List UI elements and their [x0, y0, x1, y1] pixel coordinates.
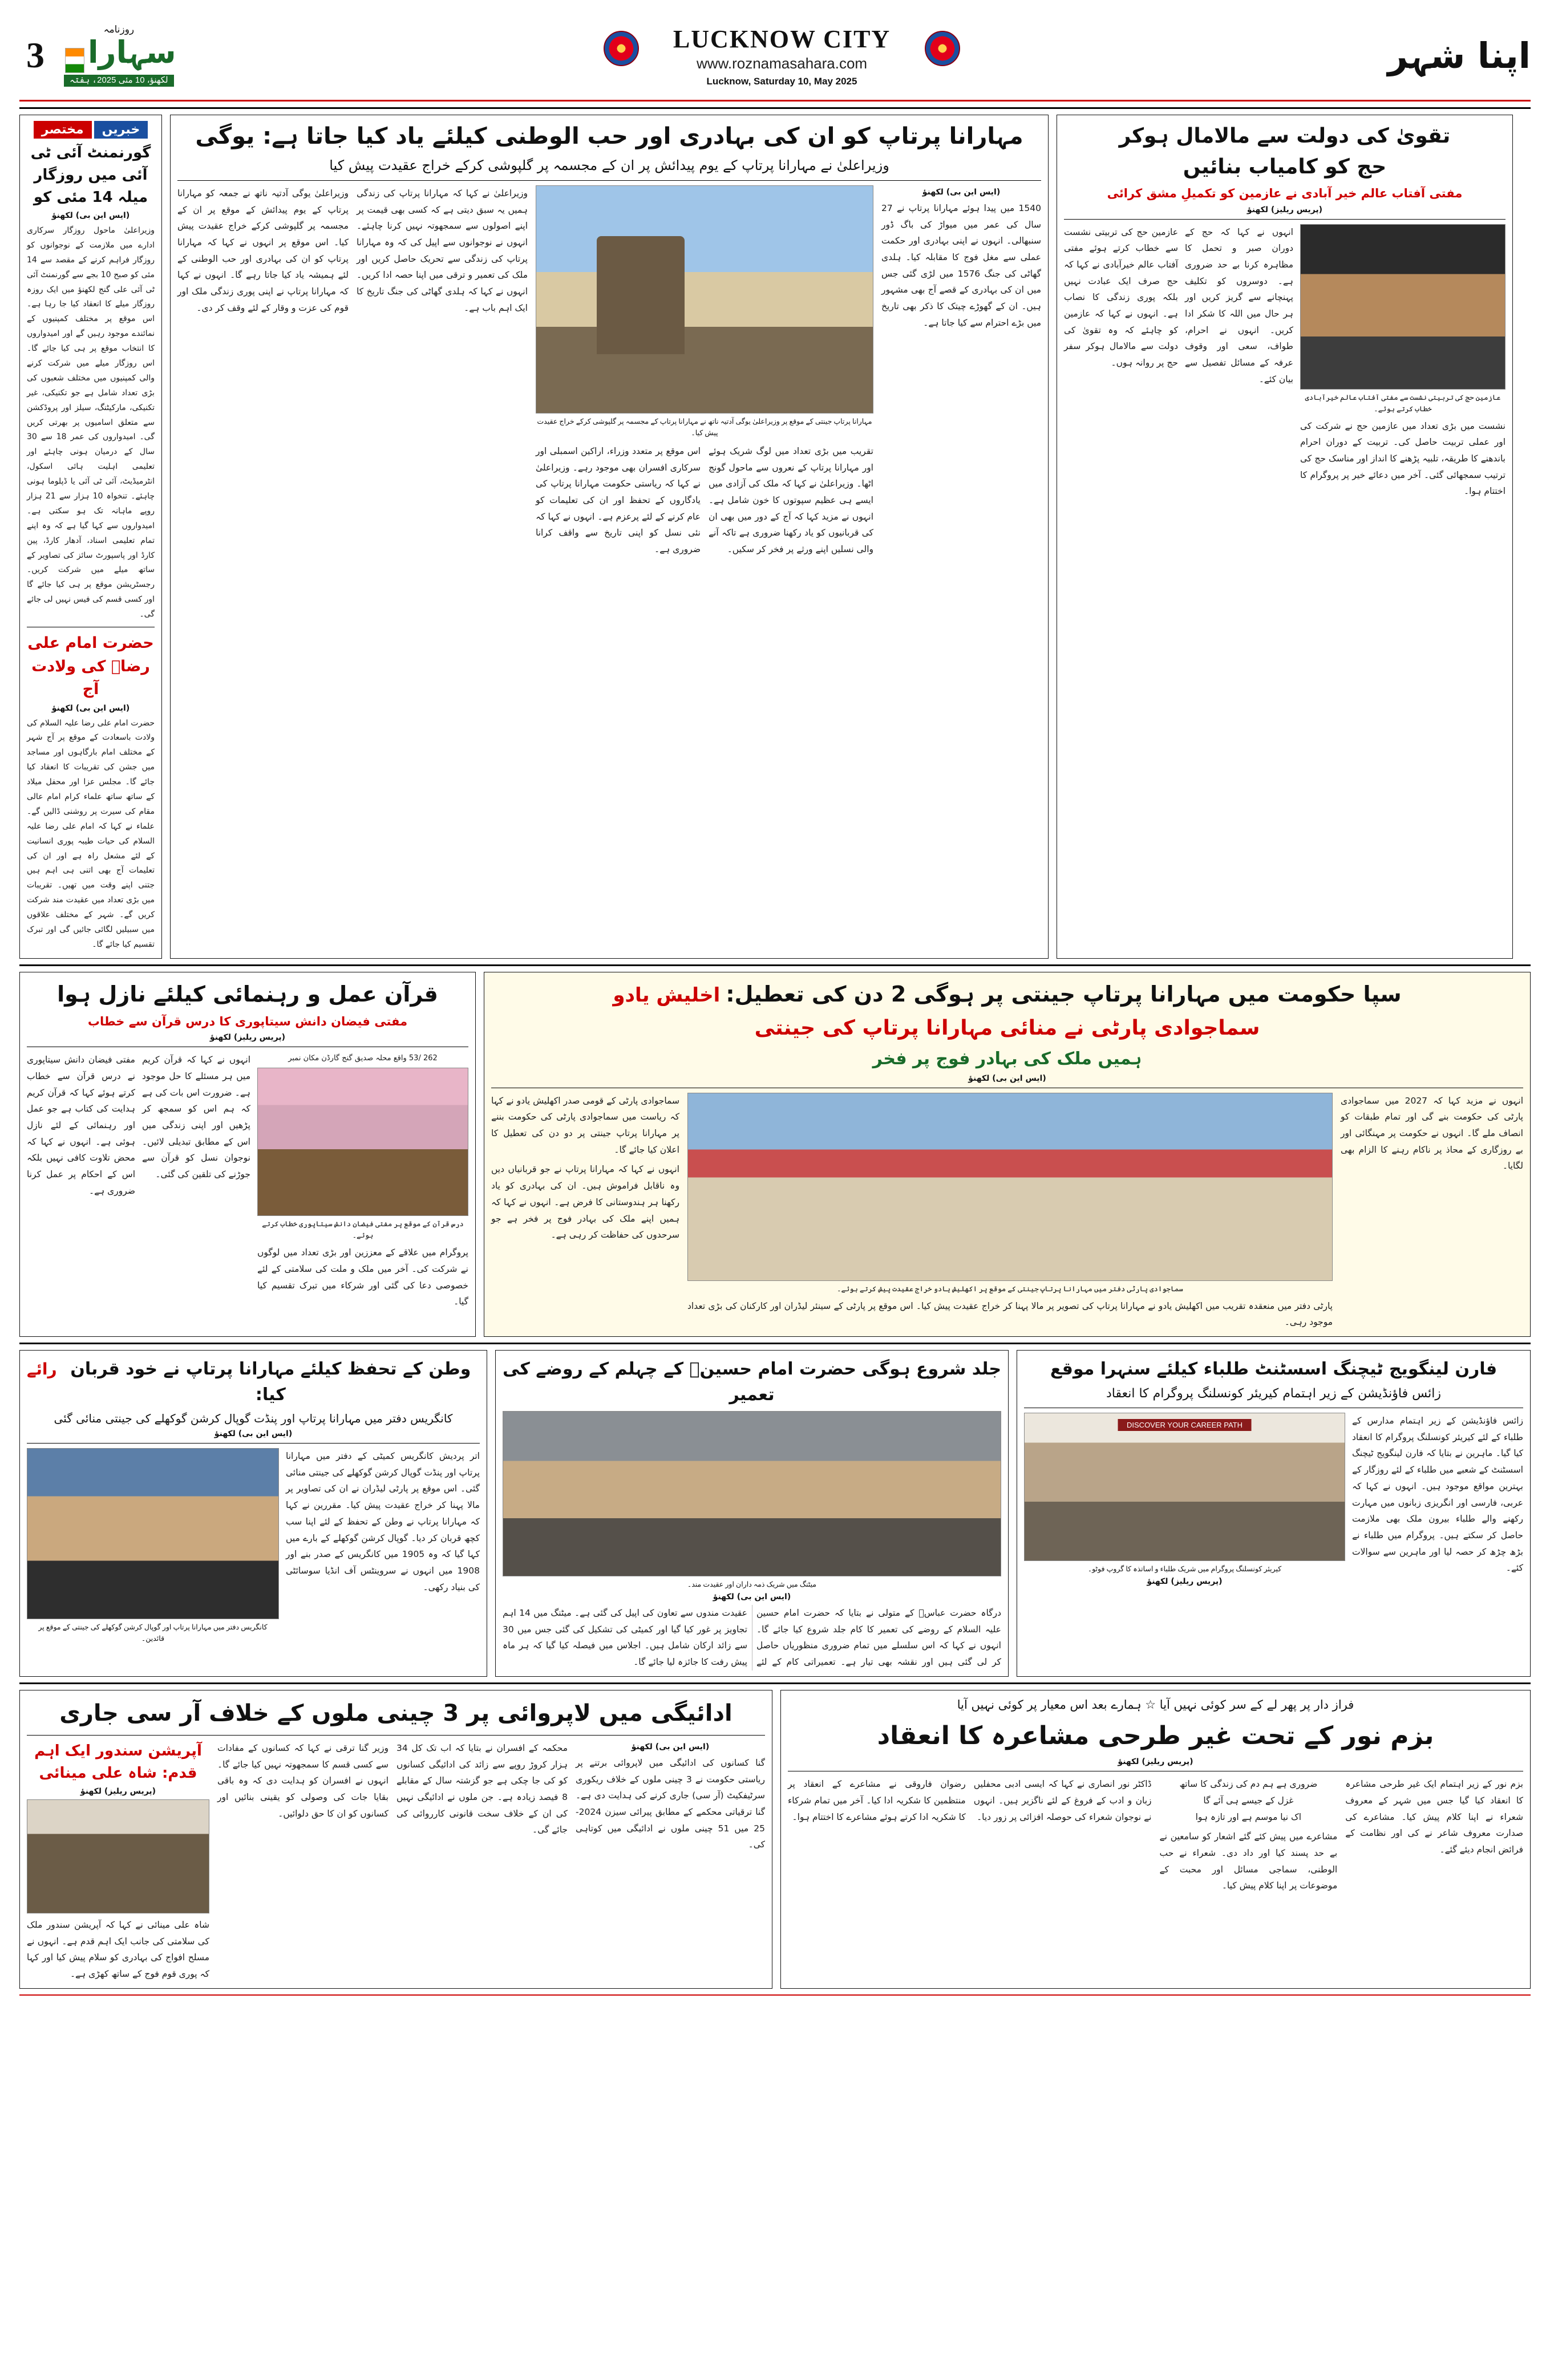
dateline: Lucknow, Saturday 10, May 2025 [706, 75, 857, 87]
sp-headline-3: ہمیں ملک کی بہادر فوج پر فخر [872, 1048, 1142, 1069]
quran-byline: (پریس ریلیز) لکھنؤ [209, 1033, 286, 1043]
hajj-photo [1300, 224, 1506, 390]
career-photo-caption: کیریئر کونسلنگ پروگرام میں شریک طلباء و اساتذہ کا گروپ فوٹو۔ [1087, 1565, 1282, 1574]
lead-subhead: وزیراعلیٰ نے مہارانا پرتاپ کے یوم پیدائش پر ان کے مجسمہ پر گلپوشی کرکے خراج عقیدت پیش کیا [329, 157, 889, 173]
brief-item1-headline: گورنمنٹ آئی ٹی آئی میں روزگار میلہ 14 مئی کو [30, 144, 151, 206]
lead-body-col5: 1540 میں پیدا ہوئے مہارانا پرتاپ نے 27 سال کی عمر میں میواڑ کی باگ ڈور سنبھالی۔ انہوں نے اپنی بہادری اور حکمت عملی سے مغل فوج کا مقابلہ کیا۔ ہلدی گھاٹی کی جنگ 1576 میں لڑی گئی جس میں ان کی بہادری کے قصے آج بھی مشہور ہیں۔ ان کے گھوڑے چیتک کا ذکر بھی تاریخ میں بڑے احترام سے کیا جاتا ہے۔ [881, 203, 1041, 328]
congress-photo [27, 1448, 279, 1619]
mushaira-body-c4: رضوان فاروقی نے مشاعرے کے انعقاد پر منتظمین کا شکریہ ادا کیا۔ آخر میں تمام شرکاء کا شکریہ ادا کرتے ہوئے مشاعرے کا اختتام ہوا۔ [788, 1779, 966, 1822]
brief-item1-byline: (ایس این بی) لکھنؤ [51, 211, 130, 220]
hajj-headline-1: تقویٰ کی دولت سے مالامال ہوکر [1119, 124, 1451, 148]
mushaira-couplet-2: غزل کے جیسے ہی آئے گا [1203, 1795, 1294, 1806]
sugar-body-c4: شاہ علی مینائی نے کہا کہ آپریشن سندور ملک کی سلامتی کی جانب ایک اہم قدم ہے۔ انہوں نے مسلح افواج کی بہادری کو سلام پیش کیا اور کہا کہ پوری قوم فوج کے ساتھ کھڑی ہے۔ [27, 1919, 209, 1979]
rauza-story [495, 1350, 1009, 1677]
masthead [19, 16, 1531, 102]
brief-item2-body: حضرت امام علی رضا علیہ السلام کی ولادت باسعادت کے موقع پر آج شہر کے مختلف امام بارگاہوں اور مساجد میں جشن کی تقریبات کا انعقاد کیا جائے گا۔ مجلس عزا اور محفل میلاد کے ساتھ ساتھ علماء کرام امام عالی مقام کی سیرت پر روشنی ڈالیں گے۔ علماء نے کہا کہ امام علی رضا علیہ السلام کی حیات طیبہ پوری انسانیت کے لئے مشعل راہ ہے اور ان کی تعلیمات آج بھی اتنی ہی اہم ہیں جتنی اپنے وقت میں تھیں۔ تقریبات میں بڑی تعداد میں عقیدت مند شرکت کریں گے۔ شہر کے مختلف علاقوں میں سبیلیں لگائی جائیں گی اور تبرک تقسیم کیا جائے گا۔ [27, 718, 155, 949]
lead-body-col2: وزیراعلیٰ نے کہا کہ مہارانا پرتاپ کی زندگی ہمیں یہ سبق دیتی ہے کہ کسی بھی قیمت پر اپنے اصولوں سے سمجھوتہ نہیں کرنا چاہئے۔ انہوں نے نوجوانوں سے اپیل کی کہ وہ مہارانا پرتاپ کی زندگی سے تحریک حاصل کریں اور ملک کی تعمیر و ترقی میں اپنا حصہ ادا کریں۔ انہوں نے کہا کہ ہلدی گھاٹی کی جنگ تاریخ کا ایک اہم باب ہے۔ [357, 188, 528, 313]
rauza-body: درگاہ حضرت عباسؑ کے متولی نے بتایا کہ حضرت امام حسین علیہ السلام کے روضے کی تعمیر کا کام جلد شروع کیا جائے گا۔ انہوں نے کہا کہ اس سلسلے میں تمام ضروری منظوریاں حاصل کر لی گئی ہیں اور نقشہ بھی تیار ہے۔ تعمیراتی کام کے لئے عقیدت مندوں سے تعاون کی اپیل کی گئی ہے۔ میٹنگ میں 14 اہم تجاویز پر غور کیا گیا اور کمیٹی کی تشکیل کی گئی جس میں 30 سے زائد ارکان شامل ہیں۔ اجلاس میں فیصلہ کیا گیا کہ ہر ماہ پیش رفت کا جائزہ لیا جائے گا۔ [503, 1608, 1001, 1668]
brief-item2-headline: حضرت امام علی رضاؓ کی ولادت آج [27, 634, 154, 699]
hajj-story [1057, 115, 1513, 959]
brief-badge-blue: خبریں [94, 121, 148, 139]
brief-news-rail [19, 115, 162, 959]
mushaira-story [780, 1690, 1531, 1989]
rauza-byline: (ایس این بی) لکھنؤ [713, 1592, 791, 1602]
sindoor-portrait [27, 1799, 209, 1913]
mushaira-couplet-1: ضروری ہے ہم دم کی زندگی کا ساتھ [1179, 1779, 1318, 1790]
sugar-body-c2: محکمہ کے افسران نے بتایا کہ اب تک کل 34 ہزار کروڑ روپے سے زائد کی ادائیگی کسانوں کو کی جا چکی ہے جو گزشتہ سال کے مقابلے 8 فیصد زیادہ ہے۔ جن ملوں نے ادائیگی نہیں کی ان کے خلاف سخت قانونی کارروائی کی جائے گی۔ [396, 1742, 568, 1835]
career-photo [1024, 1413, 1345, 1561]
sp-body-col2: پارٹی دفتر میں منعقدہ تقریب میں اکھلیش یادو نے مہارانا پرتاپ کی تصویر پر مالا پہنا کر خراج عقیدت پیش کیا۔ اس موقع پر پارٹی کے سینئر لیڈران اور کارکنان کی بڑی تعداد موجود رہی۔ [687, 1300, 1333, 1328]
quran-body-col2: انہوں نے کہا کہ قرآن کریم میں ہر مسئلے کا حل موجود ہے۔ ضرورت اس بات کی ہے کہ ہم اس کو سمجھ کر پڑھیں اور اپنی زندگی میں اس کے مطابق تبدیلی لائیں۔ نوجوان نسل کو قرآن سے جوڑنے کی تلقین کی گئی۔ [142, 1055, 250, 1179]
hajj-body-col1: عازمین حج کی تربیتی نشست سے خطاب کرتے ہوئے مفتی آفتاب عالم خیرآبادی نے کہا کہ حج صرف ایک عبادت نہیں بلکہ پوری زندگی کا نصاب ہے۔ انہوں نے کہا کہ عازمین کو چاہئے کہ وہ تقویٰ کی دولت سے مالامال ہوکر سفر حج پر روانہ ہوں۔ [1064, 226, 1178, 368]
sp-body-col1: انہوں نے کہا کہ مہارانا پرتاپ نے جو قربانیاں دیں وہ ناقابل فراموش ہیں۔ ان کی بہادری کو یاد رکھنا ہر ہندوستانی کا فرض ہے۔ انہوں نے کہا کہ ہمیں اپنے ملک کی بہادر فوج پر فخر ہے جو سرحدوں کی حفاظت کر رہی ہے۔ [491, 1164, 679, 1240]
sp-headline-1: سپا حکومت میں مہارانا پرتاپ جینتی پر ہوگی 2 دن کی تعطیل: [726, 981, 1402, 1007]
quran-address: 262 /53 واقع محلہ صدیق گنج گارڈن مکان نمبر [288, 1054, 438, 1063]
band-one [19, 115, 1531, 959]
sp-body-col3: انہوں نے مزید کہا کہ 2027 میں سماجوادی پارٹی کی حکومت بنے گی اور تمام طبقات کو انصاف ملے گا۔ انہوں نے حکومت پر مہنگائی اور بے روزگاری کے محاذ پر ناکام رہنے کا الزام بھی لگایا۔ [1341, 1095, 1524, 1171]
career-body: زائس فاؤنڈیشن کے زیر اہتمام مدارس کے طلباء کے لئے کیریئر کونسلنگ پروگرام کا انعقاد کیا گیا۔ ماہرین نے بتایا کہ فارن لینگویج ٹیچنگ اسسٹنٹ کے شعبے میں طلباء کے لئے روزگار کے بہترین مواقع موجود ہیں۔ انہوں نے کہا کہ عربی، فارسی اور انگریزی زبانوں میں مہارت رکھنے والے طلباء بیرون ملک بھی ملازمت حاصل کر سکتے ہیں۔ پروگرام میں طلباء نے بڑھ چڑھ کر حصہ لیا اور ماہرین سے سوالات کئے۔ [1352, 1416, 1523, 1574]
sp-photo-caption: سماجوادی پارٹی دفتر میں مہارانا پرتاپ جینتی کے موقع پر اکھلیش یادو خراج عقیدت پیش کرتے ہوئے۔ [837, 1284, 1183, 1293]
band-three [19, 1350, 1531, 1677]
rauza-headline: جلد شروع ہوگی حضرت امام حسینؑ کے چہلم کے روضے کی تعمیر [503, 1359, 1001, 1405]
sugar-mills-story [19, 1690, 772, 1989]
sp-headline-2: سماجوادی پارٹی نے منائی مہارانا پرتاپ کی جینتی [754, 1016, 1260, 1040]
mushaira-body-c2: مشاعرے میں پیش کئے گئے اشعار کو سامعین نے بے حد پسند کیا اور داد دی۔ شعراء نے حب الوطنی، سماجی مسائل اور محبت کے موضوعات پر اپنا کلام پیش کیا۔ [1159, 1831, 1338, 1891]
career-story [1017, 1350, 1531, 1677]
masthead-right [1387, 35, 1531, 76]
brief-badge-red: مختصر [34, 121, 92, 139]
career-headline: فارن لینگویج ٹیچنگ اسسٹنٹ طلباء کیلئے سنہرا موقع [1050, 1359, 1498, 1380]
sugar-body-c1: گنا کسانوں کی ادائیگی میں لاپروائی برتنے پر ریاستی حکومت نے 3 چینی ملوں کے خلاف ریکوری سرٹیفکیٹ (آر سی) جاری کرنے کی ہدایت دی ہے۔ گنا ترقیاتی محکمے کے مطابق پیرائی سیزن 2024-25 میں 51 چینی ملوں نے ادائیگی میں کوتاہی کی۔ [576, 1757, 765, 1850]
career-byline: (پریس ریلیز) لکھنؤ [1147, 1577, 1223, 1587]
lead-body-col4: تقریب میں بڑی تعداد میں لوگ شریک ہوئے اور مہارانا پرتاپ کے نعروں سے ماحول گونج اٹھا۔ وزیراعلیٰ نے کہا کہ ملک کی آزادی میں ایسے ہی عظیم سپوتوں کا خون شامل ہے۔ انہوں نے مزید کہا کہ آج کے دور میں بھی ان کی قربانیوں کو یاد رکھنا ضروری ہے تاکہ آنے والی نسلیں اپنے ورثے پر فخر کر سکیں۔ [709, 446, 873, 555]
logo-name-row [62, 35, 176, 73]
masthead-rule [19, 107, 1531, 109]
lead-body-col3: اس موقع پر متعدد وزراء، اراکین اسمبلی اور سرکاری افسران بھی موجود رہے۔ وزیراعلیٰ نے کہا کہ ریاستی حکومت مہارانا پرتاپ کی یادگاروں کے تحفظ اور ان کی تعلیمات کو عام کرنے کے لئے پرعزم ہے۔ انہوں نے کہا کہ نئی نسل کو اپنی تاریخ سے واقف کرانا ضروری ہے۔ [536, 446, 701, 555]
sp-byline: (ایس این بی) لکھنؤ [968, 1073, 1046, 1083]
sugar-byline: (ایس این بی) لکھنؤ [631, 1742, 710, 1751]
masthead-center [176, 25, 1388, 87]
quran-headline: قرآن عمل و رہنمائی کیلئے نازل ہوا [57, 981, 438, 1007]
mushaira-byline: (پریس ریلیز) لکھنؤ [1118, 1757, 1193, 1767]
congress-body: اتر پردیش کانگریس کمیٹی کے دفتر میں مہارانا پرتاپ اور پنڈت گوپال کرشن گوکھلے کی جینتی منائی گئی۔ اس موقع پر پارٹی لیڈران نے ان کی تصاویر پر مالا پہنا کر خراج عقیدت پیش کیا۔ مقررین نے کہا کہ مہارانا پرتاپ نے وطن کے تحفظ کے لئے اپنا سب کچھ قربان کر دیا۔ گوپال کرشن گوکھلے کے بارے میں کہا گیا کہ وہ 1905 میں کانگریس کے صدر بنے اور 1908 میں انہوں نے سروینٹس آف انڈیا سوسائٹی کی بنیاد رکھی۔ [286, 1451, 480, 1592]
congress-subhead: کانگریس دفتر میں مہارانا پرتاپ اور پنڈت گوپال کرشن گوکھلے کی جینتی منائی گئی [54, 1412, 453, 1426]
sugar-body-c3: وزیر گنا ترقی نے کہا کہ کسانوں کے مفادات سے کسی قسم کا سمجھوتہ نہیں کیا جائے گا۔ انہوں نے افسران کو ہدایت دی کہ وہ باقی بقایا جات کی وصولی کو یقینی بنائیں اور کسانوں کو ان کا حق دلوائیں۔ [217, 1742, 388, 1819]
sp-photo [687, 1093, 1333, 1281]
lead-photo [536, 185, 873, 413]
band-four [19, 1690, 1531, 1989]
mushaira-kicker: فراز دار پر پھر لے کے سر کوئی نہیں آیا ☆ ہمارے بعد اس معیار پر کوئی نہیں آیا [957, 1697, 1354, 1712]
quran-body-col3: پروگرام میں علاقے کے معززین اور بڑی تعداد میں لوگوں نے شرکت کی۔ آخر میں ملک و ملت کی سلامتی کے لئے خصوصی دعا کی گئی اور شرکاء میں تبرک تقسیم کیا گیا۔ [257, 1247, 468, 1307]
sindoor-headline: آپریشن سندور ایک اہم قدم: شاہ علی مینائی [34, 1742, 202, 1782]
hajj-subhead: مفتی آفتاب عالم خیر آبادی نے عازمین کو تکمیلِ مشق کرائی [1107, 186, 1463, 200]
publication-logo [62, 25, 176, 87]
congress-story [19, 1350, 487, 1677]
sugar-headline: ادائیگی میں لاپروائی پر 3 چینی ملوں کے خلاف آر سی جاری [59, 1700, 732, 1726]
website-url[interactable]: www.roznamasahara.com [696, 54, 868, 72]
congress-headline: وطن کے تحفظ کیلئے مہارانا پرتاپ نے خود قربان کیا: [70, 1359, 471, 1405]
logo-date-line: لکھنؤ، 10 مئی 2025، ہفتہ [64, 75, 174, 87]
quran-story [19, 972, 476, 1337]
footer-rule [19, 1994, 1531, 1996]
lead-byline: (ایس این بی) لکھنؤ [922, 188, 1001, 197]
hajj-body-col3: نشست میں بڑی تعداد میں عازمین حج نے شرکت کی اور عملی تربیت حاصل کی۔ تربیت کے دوران احرام باندھنے کا طریقہ، تلبیہ پڑھنے کا انداز اور مناسک حج کی ترتیب سمجھائی گئی۔ آخر میں دعائے خیر پر پروگرام کا اختتام ہوا۔ [1300, 420, 1506, 497]
hajj-photo-caption: عازمین حج کی تربیتی نشست سے مفتی آفتاب عالم خیرآبادی خطاب کرتے ہوئے۔ [1305, 393, 1501, 413]
logo-top-line: روزنامہ [103, 24, 135, 35]
quran-subhead: مفتی فیضان دانش سیتاپوری کا درس قرآن سے خطاب [87, 1014, 408, 1028]
career-banner-text: DISCOVER YOUR CAREER PATH [1118, 1419, 1252, 1431]
sp-lead: سماجوادی پارٹی کے قومی صدر اکھلیش یادو نے کہا کہ ریاست میں سماجوادی پارٹی کی حکومت بننے پر مہارانا پرتاپ جینتی پر دو دن کی تعطیل کا اعلان کیا جائے گا۔ [491, 1095, 679, 1155]
hajj-body-col2: انہوں نے کہا کہ حج کے دوران صبر و تحمل کا مظاہرہ کرنا بے حد ضروری ہے۔ دوسروں کو تکلیف پہنچانے سے گریز کریں اور ہر حال میں اللہ کا شکر ادا کریں۔ انہوں نے احرام، طواف، سعی اور وقوف عرفہ کے مسائل تفصیل سے بیان کئے۔ [1185, 226, 1293, 384]
hajj-byline: (پریس ریلیز) لکھنؤ [1247, 205, 1323, 214]
brief-item2-byline: (ایس این بی) لکھنؤ [51, 703, 130, 713]
career-subhead: زائس فاؤنڈیشن کے زیر اہتمام کیریئر کونسلنگ پروگرام کا انعقاد [1106, 1386, 1442, 1401]
lead-photo-caption: مہارانا پرتاپ جینتی کے موقع پر وزیراعلیٰ یوگی آدتیہ ناتھ نے مہارانا پرتاپ کے مجسمہ پر گلپوشی کرکے خراج عقیدت پیش کیا۔ [537, 417, 872, 437]
section-title: اپنا شہر [1387, 35, 1531, 76]
mushaira-body-c3: ڈاکٹر نور انصاری نے کہا کہ ایسی ادبی محفلیں زبان و ادب کے فروغ کے لئے ناگزیر ہیں۔ انہوں نے نوجوان شعراء کی حوصلہ افزائی پر زور دیا۔ [973, 1779, 1152, 1822]
mushaira-couplet-3: اک نیا موسم ہے اور تازہ ہوا [1195, 1811, 1302, 1822]
congress-byline: (ایس این بی) لکھنؤ [214, 1429, 293, 1439]
quran-body-col1: مفتی فیضان دانش سیتاپوری نے درس قرآن سے خطاب کرتے ہوئے کہا کہ قرآن کریم ہدایت کی کتاب ہے جو عمل اور رہنمائی کے لئے نازل ہوئی ہے۔ انہوں نے کہا کہ محض تلاوت کافی نہیں بلکہ اس کے احکام پر عمل کرنا ضروری ہے۔ [27, 1055, 135, 1196]
rauza-photo [503, 1411, 1001, 1576]
logo-name: سہارا [88, 34, 176, 70]
congress-kicker: رائے [27, 1360, 57, 1379]
sindoor-byline: (پریس ریلیز) لکھنؤ [80, 1786, 156, 1796]
lead-story [170, 115, 1049, 959]
mushaira-body-c1: بزم نور کے زیر اہتمام ایک غیر طرحی مشاعرہ کا انعقاد کیا گیا جس میں شہر کے معروف شعراء نے اپنا کلام پیش کیا۔ مشاعرے کی صدارت معروف شاعر نے کی اور نظامت کے فرائض انجام دیئے گئے۔ [1345, 1779, 1523, 1855]
masthead-left [19, 25, 176, 87]
rauza-photo-caption: میٹنگ میں شریک ذمہ داران اور عقیدت مند۔ [687, 1580, 817, 1589]
lead-body-col1: وزیراعلیٰ یوگی آدتیہ ناتھ نے جمعہ کو مہارانا پرتاپ کے یوم پیدائش کے موقع پر ان کے مجسمہ پر گلپوشی کرکے خراج عقیدت پیش کیا۔ اس موقع پر انہوں نے کہا کہ مہارانا پرتاپ کو ان کی بہادری اور حب الوطنی کے لئے ہمیشہ یاد کیا جاتا رہے گا۔ انہوں نے کہا کہ مہارانا پرتاپ نے اپنی پوری زندگی ملک اور قوم کی عزت و وقار کے لئے وقف کر دی۔ [177, 188, 349, 313]
sp-kicker: اخلیش یادو [613, 983, 721, 1007]
rosette-icon-2 [925, 31, 960, 66]
sp-story [484, 972, 1531, 1337]
band-two [19, 972, 1531, 1337]
flag-icon [65, 48, 84, 73]
quran-photo-caption: درس قرآن کے موقع پر مفتی فیضان دانش سیتاپوری خطاب کرتے ہوئے۔ [262, 1220, 464, 1240]
brief-item1-body: وزیراعلیٰ ماحول روزگار سرکاری ادارے میں ملازمت کے نوجوانوں کو روزگار فراہم کرنے کے مقصد سے 14 مئی کو صبح 10 بجے سے گورنمنٹ آئی ٹی آئی علی گنج لکھنؤ میں ایک روزہ روزگار میلے کا انعقاد کیا جا رہا ہے۔ اس موقع پر مختلف کمپنیوں کے نمائندے موجود رہیں گے اور امیدواروں کا انتخاب موقع پر ہی کیا جائے گا۔ اس روزگار میلے میں شرکت کرنے والی کمپنیوں میں مختلف شعبوں کی بڑی تعداد شامل ہے جو تکنیکی، غیر تکنیکی، مارکیٹنگ، سیلز اور پروڈکشن سے متعلق اسامیوں پر بھرتی کریں گی۔ امیدواروں کی عمر 18 سے 30 سال کے درمیان ہونی چاہئے اور تعلیمی اہلیت ہائی اسکول، انٹرمیڈیٹ، آئی ٹی آئی یا ڈپلوما ہونی چاہئے۔ تنخواہ 10 ہزار سے 21 ہزار روپے ماہانہ تک ہو سکتی ہے۔ امیدواروں سے کہا گیا ہے کہ وہ اپنے تمام تعلیمی اسناد، آدھار کارڈ، پین کارڈ اور پاسپورٹ سائز کی تصاویر کے ساتھ میلے میں شرکت کریں۔ رجسٹریشن موقع پر ہی کیا جائے گا اور کسی قسم کی فیس نہیں لی جائے گی۔ [27, 226, 155, 619]
edition-title: LUCKNOW CITY [673, 25, 891, 53]
congress-photo-caption: کانگریس دفتر میں مہارانا پرتاپ اور گوپال کرشن گوکھلے کی جینتی کے موقع پر قائدین۔ [38, 1623, 268, 1643]
rosette-icon [604, 31, 639, 66]
lead-headline: مہارانا پرتاپ کو ان کی بہادری اور حب الوطنی کیلئے یاد کیا جاتا ہے: یوگی [195, 123, 1023, 149]
mushaira-headline: بزم نور کے تحت غیر طرحی مشاعرہ کا انعقاد [877, 1721, 1434, 1751]
quran-photo [257, 1068, 468, 1216]
page-number: 3 [26, 35, 44, 76]
hajj-headline-2: حج کو کامیاب بنائیں [1183, 155, 1387, 179]
